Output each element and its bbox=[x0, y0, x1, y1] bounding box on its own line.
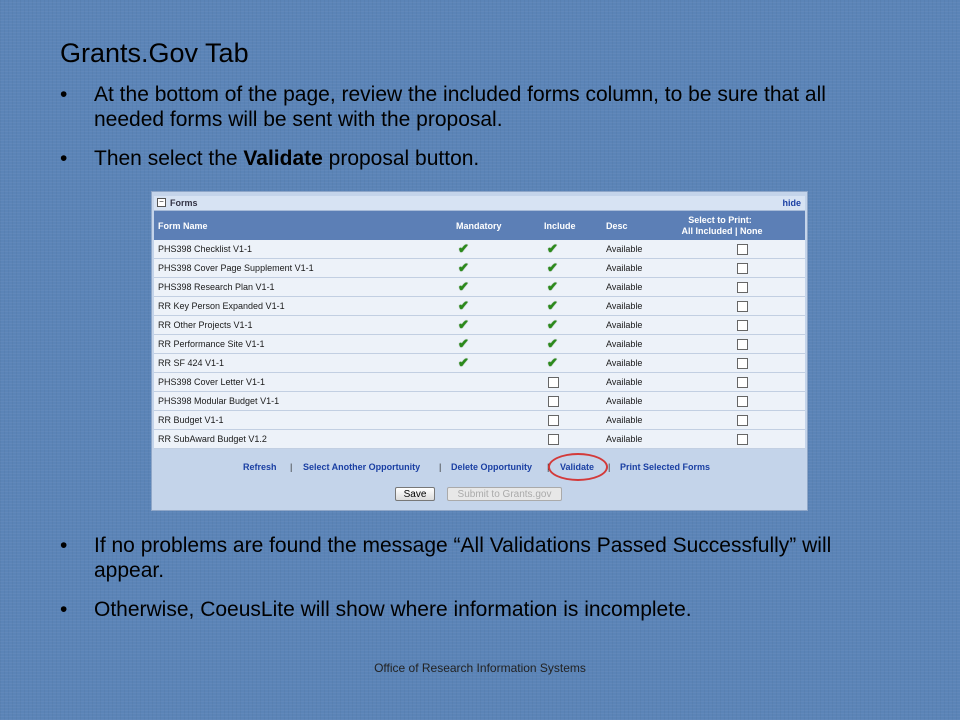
form-desc: Available bbox=[606, 377, 643, 387]
table-row bbox=[154, 316, 805, 335]
forms-table-header bbox=[154, 211, 805, 240]
include-checkbox[interactable] bbox=[548, 434, 559, 445]
col-select-to-print: Select to Print: bbox=[688, 215, 752, 225]
separator: | bbox=[547, 462, 550, 472]
select-another-opportunity-link[interactable]: Select Another Opportunity bbox=[303, 462, 421, 472]
print-checkbox[interactable] bbox=[737, 282, 748, 293]
print-selected-forms-link[interactable]: Print Selected Forms bbox=[620, 462, 711, 472]
include-check-icon: ✔ bbox=[547, 317, 558, 332]
form-name: PHS398 Checklist V1-1 bbox=[158, 244, 253, 254]
form-desc: Available bbox=[606, 263, 643, 273]
form-desc: Available bbox=[606, 320, 643, 330]
bullet-validation-passed bbox=[60, 533, 894, 583]
bullet-glyph: • bbox=[60, 534, 68, 557]
bullet-text: If no problems are found the message “All Validations Passed Successfully” will appear. bbox=[94, 534, 832, 582]
print-checkbox[interactable] bbox=[737, 415, 748, 426]
table-row bbox=[154, 335, 805, 354]
form-name: RR Budget V1-1 bbox=[158, 415, 224, 425]
refresh-link[interactable]: Refresh bbox=[243, 462, 277, 472]
form-desc: Available bbox=[606, 244, 643, 254]
form-name: PHS398 Research Plan V1-1 bbox=[158, 282, 275, 292]
print-checkbox[interactable] bbox=[737, 358, 748, 369]
table-row bbox=[154, 259, 805, 278]
bullet-glyph: • bbox=[60, 147, 68, 170]
include-checkbox[interactable] bbox=[548, 396, 559, 407]
print-checkbox[interactable] bbox=[737, 263, 748, 274]
form-desc: Available bbox=[606, 339, 643, 349]
save-button[interactable]: Save bbox=[395, 487, 435, 501]
none-link[interactable]: None bbox=[740, 226, 763, 236]
table-row bbox=[154, 354, 805, 373]
mandatory-check-icon: ✔ bbox=[458, 298, 469, 313]
bullet-text: Otherwise, CoeusLite will show where information is incomplete. bbox=[94, 598, 692, 621]
include-checkbox[interactable] bbox=[548, 377, 559, 388]
mandatory-check-icon: ✔ bbox=[458, 241, 469, 256]
bullet-incomplete-info bbox=[60, 597, 894, 622]
col-form-name: Form Name bbox=[158, 221, 208, 231]
bullet-glyph: • bbox=[60, 598, 68, 621]
submit-to-grants-gov-button: Submit to Grants.gov bbox=[447, 487, 562, 501]
include-check-icon: ✔ bbox=[547, 336, 558, 351]
table-row bbox=[154, 297, 805, 316]
slide-title: Grants.Gov Tab bbox=[60, 38, 249, 68]
table-row bbox=[154, 373, 805, 392]
print-checkbox[interactable] bbox=[737, 339, 748, 350]
mandatory-check-icon: ✔ bbox=[458, 336, 469, 351]
bullet-select-validate bbox=[60, 146, 894, 171]
bullet-text: Then select the bbox=[94, 147, 244, 170]
form-name: RR Key Person Expanded V1-1 bbox=[158, 301, 285, 311]
col-mandatory: Mandatory bbox=[456, 221, 502, 231]
separator: | bbox=[608, 462, 611, 472]
separator: | bbox=[439, 462, 442, 472]
print-checkbox[interactable] bbox=[737, 377, 748, 388]
include-check-icon: ✔ bbox=[547, 355, 558, 370]
col-desc: Desc bbox=[606, 221, 628, 231]
validate-link[interactable]: Validate bbox=[560, 462, 595, 472]
form-name: PHS398 Cover Letter V1-1 bbox=[158, 377, 266, 387]
table-row bbox=[154, 240, 805, 259]
print-checkbox[interactable] bbox=[737, 320, 748, 331]
form-name: PHS398 Modular Budget V1-1 bbox=[158, 396, 280, 406]
print-checkbox[interactable] bbox=[737, 434, 748, 445]
forms-panel-header bbox=[154, 196, 805, 211]
bullet-text: At the bottom of the page, review the included forms column, to be sure that all needed forms will be sent with the proposal. bbox=[94, 83, 826, 131]
forms-panel-title: Forms bbox=[170, 198, 198, 208]
form-desc: Available bbox=[606, 301, 643, 311]
form-name: RR Other Projects V1-1 bbox=[158, 320, 253, 330]
bullet-bold-validate: Validate bbox=[243, 147, 323, 170]
form-name: RR SF 424 V1-1 bbox=[158, 358, 225, 368]
validate-highlight-circle bbox=[548, 453, 611, 481]
include-check-icon: ✔ bbox=[547, 279, 558, 294]
table-row bbox=[154, 430, 805, 449]
include-checkbox[interactable] bbox=[548, 415, 559, 426]
mandatory-check-icon: ✔ bbox=[458, 355, 469, 370]
col-include: Include bbox=[544, 221, 576, 231]
forms-screenshot bbox=[151, 191, 808, 511]
form-name: RR Performance Site V1-1 bbox=[158, 339, 265, 349]
table-row bbox=[154, 411, 805, 430]
form-desc: Available bbox=[606, 358, 643, 368]
include-check-icon: ✔ bbox=[547, 260, 558, 275]
mandatory-check-icon: ✔ bbox=[458, 260, 469, 275]
form-name: PHS398 Cover Page Supplement V1-1 bbox=[158, 263, 314, 273]
mandatory-check-icon: ✔ bbox=[458, 279, 469, 294]
separator: | bbox=[290, 462, 293, 472]
form-desc: Available bbox=[606, 282, 643, 292]
bullet-glyph: • bbox=[60, 83, 68, 106]
form-desc: Available bbox=[606, 396, 643, 406]
print-checkbox[interactable] bbox=[737, 396, 748, 407]
slide-footer: Office of Research Information Systems bbox=[374, 661, 586, 675]
form-desc: Available bbox=[606, 415, 643, 425]
print-checkbox[interactable] bbox=[737, 301, 748, 312]
form-desc: Available bbox=[606, 434, 643, 444]
hide-link[interactable]: hide bbox=[782, 198, 801, 208]
form-name: RR SubAward Budget V1.2 bbox=[158, 434, 267, 444]
table-row bbox=[154, 392, 805, 411]
collapse-icon[interactable]: − bbox=[157, 198, 166, 207]
forms-table-body bbox=[154, 240, 805, 449]
include-check-icon: ✔ bbox=[547, 241, 558, 256]
delete-opportunity-link[interactable]: Delete Opportunity bbox=[451, 462, 533, 472]
print-select-options bbox=[677, 226, 767, 236]
include-check-icon: ✔ bbox=[547, 298, 558, 313]
separator: | bbox=[734, 226, 738, 236]
bullet-text: proposal button. bbox=[322, 147, 480, 170]
all-included-link[interactable]: All Included bbox=[681, 226, 733, 236]
table-row bbox=[154, 278, 805, 297]
print-checkbox[interactable] bbox=[737, 244, 748, 255]
mandatory-check-icon: ✔ bbox=[458, 317, 469, 332]
bullet-review-forms bbox=[60, 82, 894, 132]
